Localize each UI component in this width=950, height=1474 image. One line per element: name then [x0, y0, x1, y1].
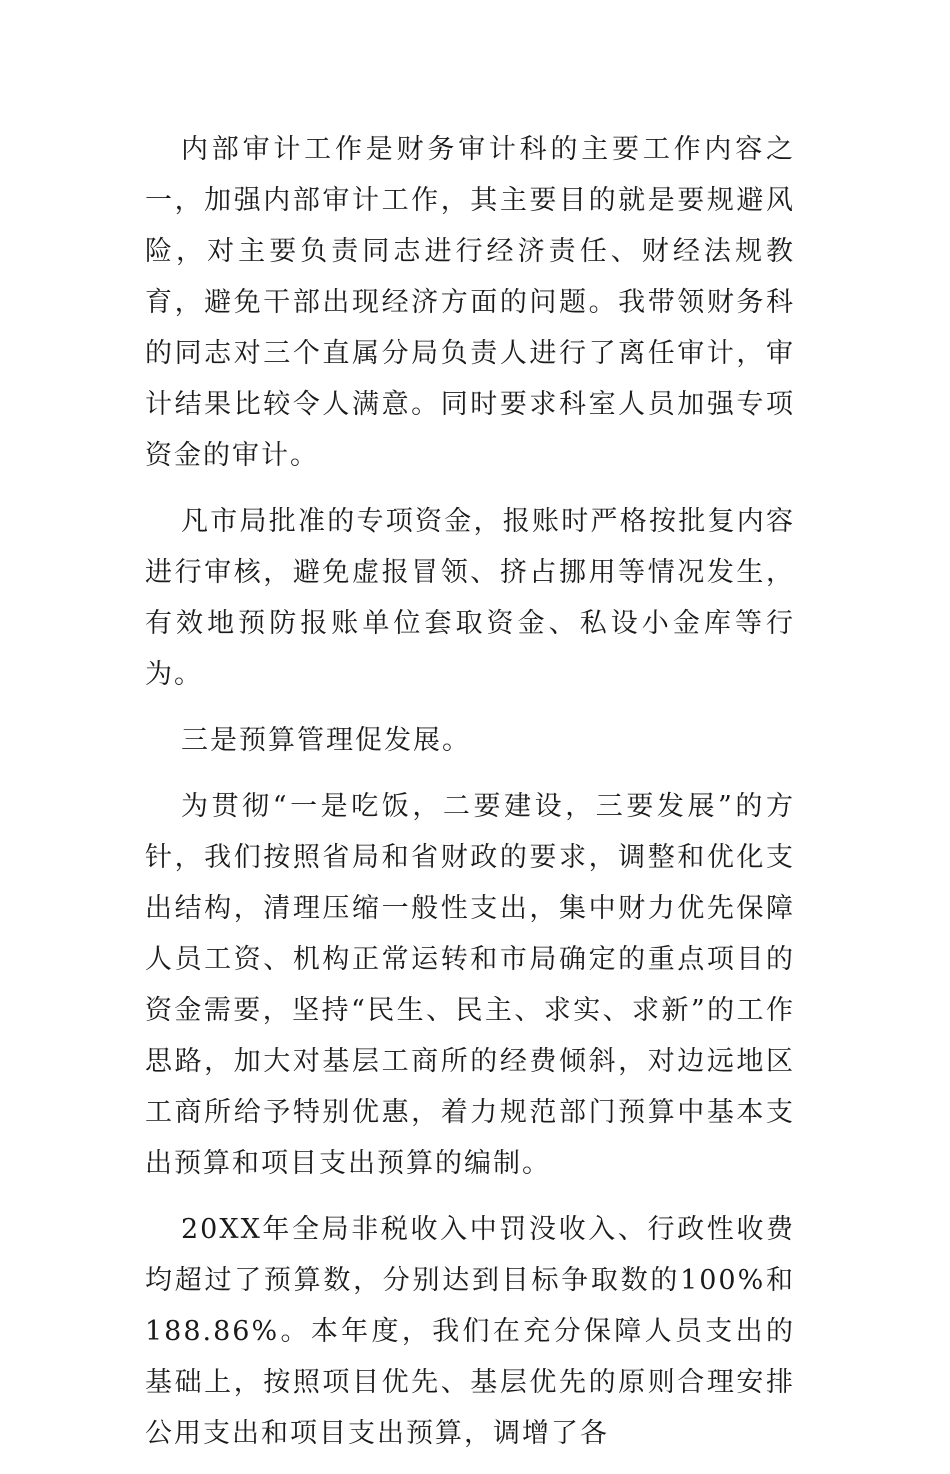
paragraph-section-heading: 三是预算管理促发展。: [181, 725, 471, 756]
document-body: [145, 124, 795, 1474]
paragraph-internal-audit: 内部审计工作是财务审计科的主要工作内容之一，加强内部审计工作，其主要目的就是要规避风险，对主要负责同志进行经济责任、财经法规教育，避免干部出现经济方面的问题。我带领财务科的同志对三个直属分局负责人进行了离任审计，审计结果比较令人满意。同时要求科室人员加强专项资金的审计。: [145, 134, 795, 471]
paragraph-special-funds: 凡市局批准的专项资金，报账时严格按批复内容进行审核，避免虚报冒领、挤占挪用等情况发生，有效地预防报账单位套取资金、私设小金库等行为。: [145, 506, 795, 690]
paragraph-budget-policy: 为贯彻“一是吃饭，二要建设，三要发展”的方针，我们按照省局和省财政的要求，调整和优化支出结构，清理压缩一般性支出，集中财力优先保障人员工资、机构正常运转和市局确定的重点项目的资金需要，坚持“民生、民主、求实、求新”的工作思路，加大对基层工商所的经费倾斜，对边远地区工商所给予特别优惠，着力规范部门预算中基本支出预算和项目支出预算的编制。: [145, 791, 795, 1179]
paragraph-revenue-results: 20XX年全局非税收入中罚没收入、行政性收费均超过了预算数，分别达到目标争取数的100%和188.86%。本年度，我们在充分保障人员支出的基础上，按照项目优先、基层优先的原则合理安排公用支出和项目支出预算，调增了各: [145, 1214, 795, 1449]
